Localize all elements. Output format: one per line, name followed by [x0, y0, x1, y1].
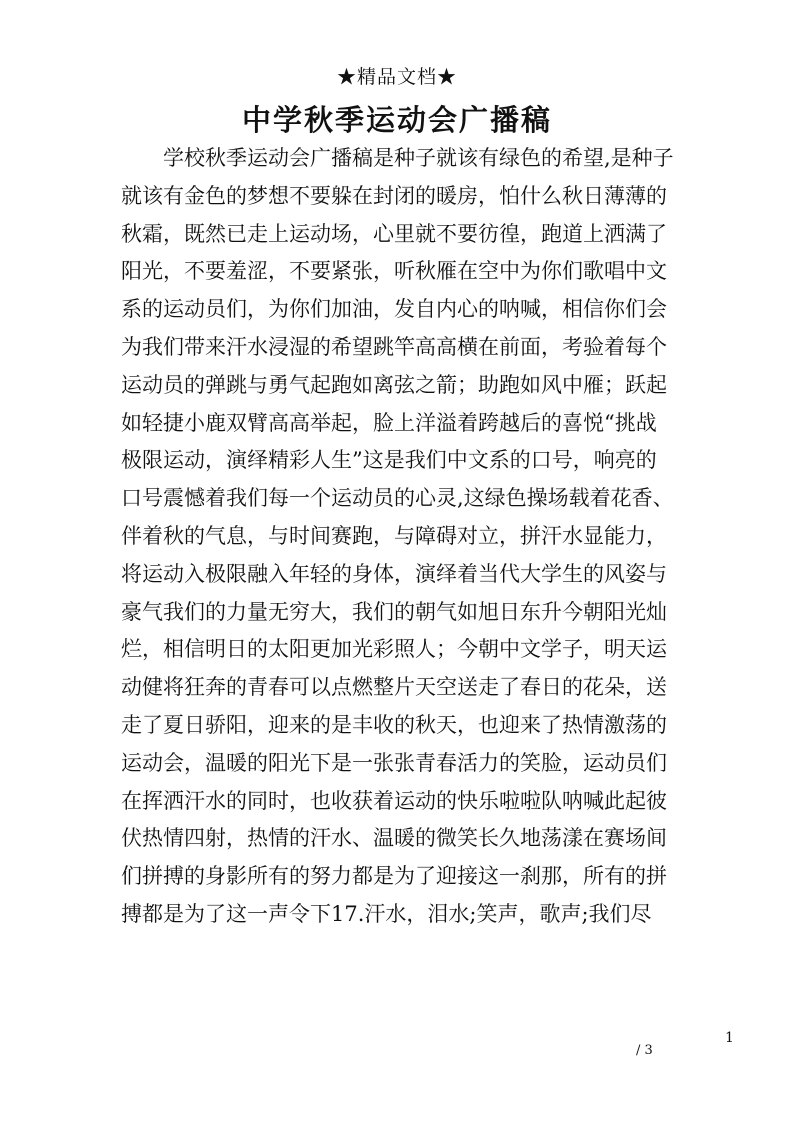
body-line: 就该有金色的梦想不要躲在封闭的暖房，怕什么秋日薄薄的 — [121, 183, 667, 208]
body-line: 运动员的弹跳与勇气起跑如离弦之箭；助跑如风中雁；跃起 — [121, 372, 667, 397]
page-header-badge: ★精品文档★ — [336, 66, 457, 88]
body-line: 动健将狂奔的青春可以点燃整片天空送走了春日的花朵，送 — [121, 675, 667, 700]
body-line: 学校秋季运动会广播稿是种子就该有绿色的希望,是种子 — [163, 146, 674, 170]
body-line: 运动会，温暖的阳光下是一张张青春活力的笑脸，运动员们 — [121, 750, 667, 775]
body-line: 口号震憾着我们每一个运动员的心灵,这绿色操场载着花香、 — [121, 486, 674, 511]
document-title: 中学秋季运动会广播稿 — [241, 103, 552, 137]
body-line: 伏热情四射，热情的汗水、温暖的微笑长久地荡漾在赛场间 — [121, 826, 667, 851]
document-body — [121, 140, 673, 934]
body-line: 们拼搏的身影所有的努力都是为了迎接这一刹那，所有的拼 — [121, 864, 667, 889]
body-line: 搏都是为了这一声令下17.汗水，泪水;笑声，歌声;我们尽 — [121, 901, 652, 926]
body-line: 如轻捷小鹿双臂高高举起，脸上洋溢着跨越后的喜悦“挑战 — [121, 410, 657, 435]
body-line: 系的运动员们，为你们加油，发自内心的呐喊，相信你们会 — [121, 297, 667, 322]
body-line: 在挥洒汗水的同时，也收获着运动的快乐啦啦队呐喊此起彼 — [121, 788, 667, 813]
body-line: 阳光，不要羞涩，不要紧张，听秋雁在空中为你们歌唱中文 — [121, 259, 667, 284]
body-line: 将运动入极限融入年轻的身体，演绎着当代大学生的风姿与 — [121, 561, 667, 586]
body-line: 为我们带来汗水浸湿的希望跳竿高高横在前面，考验着每个 — [121, 334, 667, 359]
body-line: 走了夏日骄阳，迎来的是丰收的秋天，也迎来了热情激荡的 — [121, 712, 667, 737]
page-number: 1 — [725, 1030, 734, 1046]
body-line: 烂，相信明日的太阳更加光彩照人；今朝中文学子，明天运 — [121, 637, 667, 662]
body-line: 豪气我们的力量无穷大，我们的朝气如旭日东升今朝阳光灿 — [121, 599, 667, 624]
body-line: 极限运动，演绎精彩人生”这是我们中文系的口号，响亮的 — [121, 448, 657, 473]
body-line: 伴着秋的气息，与时间赛跑，与障碍对立，拼汗水显能力， — [121, 523, 667, 548]
body-line: 秋霜，既然已走上运动场，心里就不要彷徨，跑道上洒满了 — [121, 221, 667, 246]
page-count: / 3 — [636, 1043, 653, 1058]
